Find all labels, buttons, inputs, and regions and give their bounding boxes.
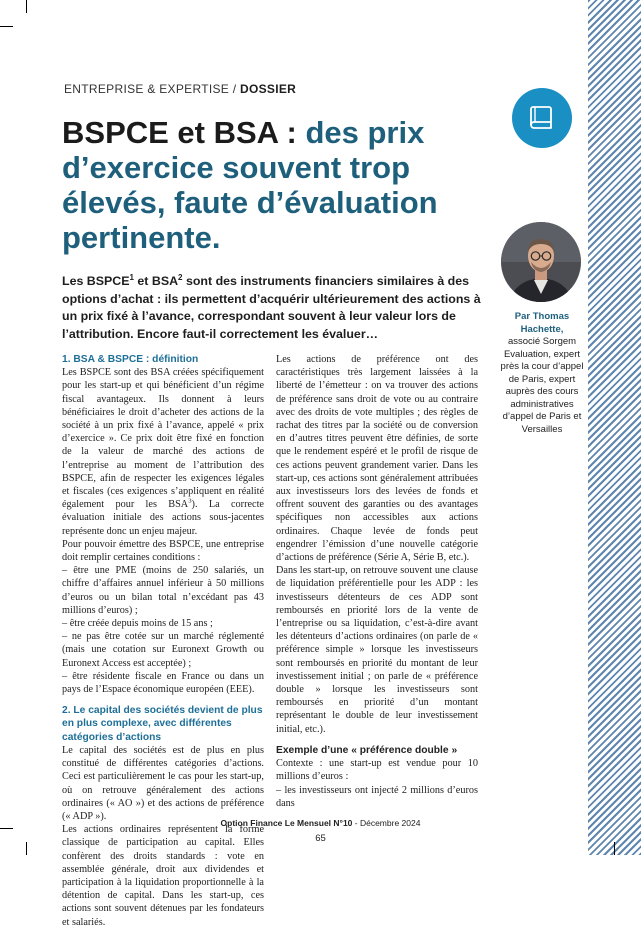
headline-rest: des prix d’exercice souvent trop élevés, faute d’évaluation pertinente. [62, 115, 438, 255]
paragraph [62, 366, 264, 538]
condition-item: – être créée depuis moins de 15 ans ; [62, 618, 213, 630]
paragraph: Le capital des sociétés est de plus en plus constitué de différentes catégories d’actions. Ceci est particulièrement le cas pour les start-up, où on retrouve généralement des actions ordinaires (« AO ») et des actions de préférence (« ADP »). [62, 744, 264, 822]
paragraph: Contexte : une start-up est vendue pour 10 millions d’euros : [276, 758, 478, 783]
section-separator: / [232, 82, 237, 96]
intro-text: Les BSPCE [62, 274, 130, 288]
crop-mark [0, 828, 13, 829]
article-column-right [276, 353, 478, 810]
section-kicker [64, 82, 484, 96]
intro-text: sont des instruments financiers similaires à des options d’achat : ils permettent d’acquérir ultérieurement des actions à un prix fixé à l’avance, correspondant souvent à leur valeur lors de l’attribution. Encore faut-il correctement les évaluer… [62, 274, 481, 341]
article-headline [62, 115, 482, 255]
paragraph-text: ). La correcte évaluation initiale des actions sous-jacentes représente donc un enjeu majeur. [62, 499, 264, 537]
crop-mark [0, 26, 13, 27]
condition-item: – être résidente fiscale en France ou dans un pays de l’Espace économique européen (EEE). [62, 670, 264, 696]
page-number: 65 [315, 833, 326, 844]
author-name: Par Thomas Hachette, [514, 311, 570, 335]
paragraph: Les actions ordinaires représentent la forme classique de participation au capital. Elles confèrent des droits standards : vote en assemblée générale, droit aux dividendes et participation à la liquidation proportionnelle à la détention de capital. Dans les start-up, ces actions sont souvent détenues par les fondateurs et salariés. [62, 824, 264, 928]
section-heading: 2. Le capital des sociétés devient de plus en plus complexe, avec différentes catégories d’actions [62, 705, 263, 743]
intro-text: et BSA [133, 274, 179, 288]
decorative-stripes [588, 0, 641, 855]
dossier-label: DOSSIER [240, 82, 297, 96]
issue-date: - Décembre 2024 [352, 818, 421, 828]
footnote-ref: 1 [129, 272, 134, 282]
paragraph: Dans les start-up, on retrouve souvent une clause de liquidation préférentielle pour les ADP : les investisseurs détenteurs de ces ADP sont remboursés en priorité lors de la vente de l’entreprise ou sa liquidation, c’est-à-dire avant les détenteurs d’actions ordinaires (on parle de « préférence simple » lorsque les investisseurs sont remboursés en priorité du montant de leur investissement initial ; on parle de « préférence double » lorsque les investisseurs sont remboursés en priorité d’un montant représentant le double de leur investissement initial, etc.). [276, 565, 478, 735]
footnote-ref: 3 [188, 497, 192, 505]
section-label: ENTREPRISE & EXPERTISE [64, 82, 230, 96]
crop-mark [26, 0, 27, 13]
author-byline [498, 311, 586, 436]
headline-lead: BSPCE et BSA : [62, 115, 297, 150]
condition-item: – ne pas être cotée sur un marché réglementé (mais une cotation sur Euronext Growth ou Euronext Access est acceptée) ; [62, 631, 264, 669]
page-footer [0, 818, 641, 828]
paragraph-text: Les BSPCE sont des BSA créées spécifiquement pour les start-up et qui bénéficient d’un régime fiscal avantageux. Ils donnent à leurs bénéficiaires le droit d’acheter des actions de la société à un prix fixé à l’avance, appelé « prix d’exercice ». Ce prix doit être fixé en fonction de la valeur de marché des actions de l’entreprise au moment de l’attribution des BSPCE, afin de respecter les exigences légales et fiscales (ces exigences s’appliquent en réalité également pour les BSA [62, 367, 264, 511]
article-intro [62, 273, 487, 343]
section-heading: 1. BSA & BSPCE : définition [62, 354, 199, 365]
paragraph: Les actions de préférence ont des caractéristiques très largement laissées à la liberté de l’émetteur : on va trouver des actions de préférence sans droit de vote ou au contraire avec des droits de vote multiples ; des règles de rachat des titres par la société ou de conversion en d’autres titres peuvent être définies, de sorte que le rendement espéré et le profil de risque de ces actions peuvent grandement varier. Dans les start-up, ces actions sont généralement attribuées aux investisseurs lors des levées de fonds et offrent souvent des garanties ou des avantages spécifiques non accessibles aux actions ordinaires. Chaque levée de fonds peut engendrer l’émission d’une nouvelle catégorie d’actions de préférence (Série A, Série B, etc.). [276, 354, 478, 564]
condition-item: – être une PME (moins de 250 salariés, un chiffre d’affaires annuel inférieur à 50 millions d’euros ou un bilan total n’excédant pas 43 millions d’euros) ; [62, 565, 264, 616]
paragraph: Pour pouvoir émettre des BSPCE, une entreprise doit remplir certaines conditions : [62, 538, 264, 564]
footnote-ref: 2 [178, 272, 183, 282]
book-icon [512, 88, 572, 148]
example-heading: Exemple d’une « préférence double » [276, 744, 458, 756]
paragraph: – les investisseurs ont injecté 2 millions d’euros dans [276, 784, 478, 809]
magazine-name: Option Finance Le Mensuel N°10 [220, 818, 353, 828]
author-portrait [501, 222, 581, 302]
author-bio: associé Sorgem Evaluation, expert près la cour d’appel de Paris, expert auprès des cours administratives d’appel de Paris et Versailles [500, 336, 584, 435]
